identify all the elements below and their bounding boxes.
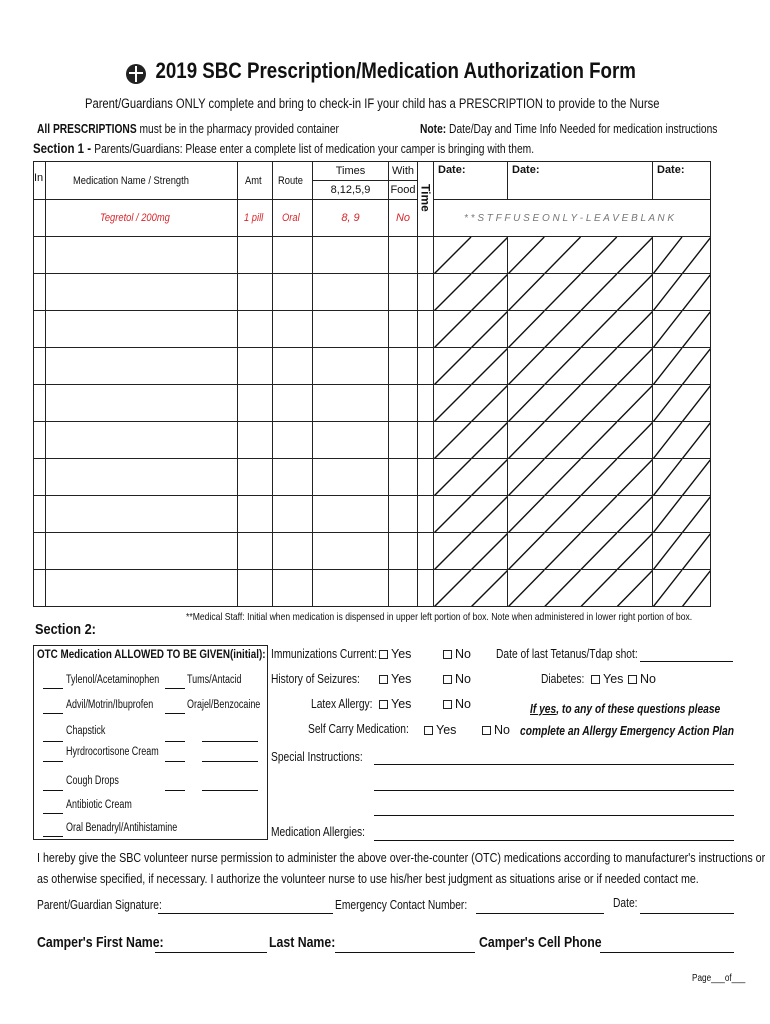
diagonal-divider-icon [653,385,711,422]
dose-cell-1[interactable] [434,311,508,348]
row-time-cell[interactable] [418,570,434,607]
col-amt-header: Amt [238,162,273,200]
dose-cell-2[interactable] [508,422,653,459]
medication-row[interactable] [34,348,711,385]
diagonal-divider-icon [434,459,508,496]
date-label: Date: [613,896,638,910]
row-food-cell[interactable] [389,237,418,274]
example-times: 8, 9 [313,200,389,237]
col-route-header: Route [273,162,313,200]
seizures-no[interactable]: No [443,672,471,686]
staff-only-label: * * S T F F U S E O N L Y - L E A V E B L A N K [434,200,711,237]
dose-cell-3[interactable] [653,533,711,570]
date-column-3[interactable]: Date: [653,162,711,200]
cough-initial-line[interactable] [43,790,63,791]
seizures-yes[interactable]: Yes [379,672,411,686]
example-route: Oral [273,200,313,237]
diagonal-divider-icon [434,533,508,570]
medication-table [33,161,711,607]
row-initial-cell[interactable] [34,533,46,570]
chapstick-initial-line[interactable] [43,741,63,742]
row-times-cell[interactable] [313,459,389,496]
checkbox-icon[interactable] [379,700,388,709]
dose-cell-1[interactable] [434,422,508,459]
all-prescriptions-note: All PRESCRIPTIONS must be in the pharmacy provided container [37,122,339,136]
latex-label: Latex Allergy: [311,697,373,711]
blank-initial-line-2[interactable] [165,761,185,762]
blank-initial-line-1[interactable] [165,741,185,742]
col-in-header: In [34,162,46,200]
row-food-cell[interactable] [389,459,418,496]
dose-cell-1[interactable] [434,496,508,533]
row-initial-cell[interactable] [34,570,46,607]
antibiotic-initial-line[interactable] [43,813,63,814]
tetanus-label: Date of last Tetanus/Tdap shot: [496,647,638,661]
row-route-cell[interactable] [273,311,313,348]
row-initial-cell[interactable] [34,496,46,533]
special-instructions-line-3[interactable] [374,815,734,816]
dose-cell-3[interactable] [653,385,711,422]
row-medication-cell[interactable] [46,459,238,496]
otc-advil: Advil/Motrin/Ibuprofen [66,699,154,711]
row-initial-cell[interactable] [34,385,46,422]
checkbox-icon[interactable] [628,675,637,684]
orajel-initial-line[interactable] [165,713,185,714]
hydro-initial-line[interactable] [43,761,63,762]
blank-name-line-2[interactable] [202,761,258,762]
row-food-cell[interactable] [389,533,418,570]
dose-cell-2[interactable] [508,274,653,311]
diabetes-no[interactable]: No [628,672,656,686]
latex-no[interactable]: No [443,697,471,711]
dose-cell-2[interactable] [508,311,653,348]
dose-cell-2[interactable] [508,459,653,496]
diagonal-divider-icon [653,274,711,311]
dose-cell-3[interactable] [653,570,711,607]
example-amount: 1 pill [238,200,273,237]
row-times-cell[interactable] [313,496,389,533]
otc-heading: OTC Medication ALLOWED TO BE GIVEN(initial): [37,647,266,661]
benadryl-initial-line[interactable] [43,836,63,837]
row-route-cell[interactable] [273,570,313,607]
row-times-cell[interactable] [313,311,389,348]
row-time-cell[interactable] [418,274,434,311]
first-name-line[interactable] [155,952,267,953]
cell-phone-label: Camper's Cell Phone [479,934,602,951]
date-line[interactable] [640,913,734,914]
row-times-cell[interactable] [313,533,389,570]
seizures-label: History of Seizures: [271,672,360,686]
time-vertical-label: Time [418,162,434,237]
otc-cough-drops: Cough Drops [66,775,119,787]
medication-allergies-label: Medication Allergies: [271,825,366,839]
diagonal-divider-icon [508,533,653,570]
if-yes-instruction: If yes, to any of these questions please [530,702,721,716]
otc-antibiotic: Antibiotic Cream [66,799,132,811]
dose-cell-1[interactable] [434,237,508,274]
diagonal-divider-icon [508,496,653,533]
row-food-cell[interactable] [389,274,418,311]
medication-row[interactable] [34,459,711,496]
diagonal-divider-icon [653,237,711,274]
action-plan-instruction: complete an Allergy Emergency Action Plan [520,724,734,738]
diagonal-divider-icon [653,459,711,496]
otc-tylenol: Tylenol/Acetaminophen [66,674,160,686]
row-route-cell[interactable] [273,274,313,311]
immunizations-no[interactable]: No [443,647,471,661]
form-title: 2019 SBC Prescription/Medication Authorization Form [155,58,636,83]
section2-label: Section 2: [35,621,96,638]
diabetes-label: Diabetes: [541,672,585,686]
diagonal-divider-icon [653,348,711,385]
row-route-cell[interactable] [273,348,313,385]
row-medication-cell[interactable] [46,496,238,533]
row-medication-cell[interactable] [46,348,238,385]
row-food-cell[interactable] [389,496,418,533]
diagonal-divider-icon [653,422,711,459]
consent-line-1: I hereby give the SBC volunteer nurse permission to administer the above over-the-counter (OTC) medications according to manufacturer's instructions or [37,851,766,865]
dose-cell-1[interactable] [434,385,508,422]
blank-name-line-1[interactable] [202,741,258,742]
special-instructions-line-1[interactable] [374,764,734,765]
tylenol-initial-line[interactable] [43,688,63,689]
tetanus-date-line[interactable] [640,661,733,662]
checkbox-icon[interactable] [424,726,433,735]
dose-cell-3[interactable] [653,496,711,533]
note-date-time: Note: Date/Day and Time Info Needed for medication instructions [420,122,718,136]
row-time-cell[interactable] [418,496,434,533]
immunizations-label: Immunizations Current: [271,647,377,661]
medical-staff-note: **Medical Staff: Initial when medication is dispensed in upper left portion of box. Note when administered in lower right portion of box. [186,611,693,623]
diabetes-yes[interactable]: Yes [591,672,623,686]
diagonal-divider-icon [508,237,653,274]
row-time-cell[interactable] [418,348,434,385]
diagonal-divider-icon [508,274,653,311]
checkbox-icon[interactable] [379,650,388,659]
row-route-cell[interactable] [273,237,313,274]
blank-name-line-3[interactable] [202,790,258,791]
row-initial-cell[interactable] [34,237,46,274]
consent-line-2: as otherwise specified, if necessary. I authorize the volunteer nurse to use his/her best judgment as situations arise or if needed contact me. [37,872,699,886]
diagonal-divider-icon [508,311,653,348]
medication-row[interactable] [34,570,711,607]
advil-initial-line[interactable] [43,713,63,714]
row-amount-cell[interactable] [238,422,273,459]
row-amount-cell[interactable] [238,237,273,274]
dose-cell-3[interactable] [653,459,711,496]
row-initial-cell[interactable] [34,422,46,459]
row-times-cell[interactable] [313,422,389,459]
parent-signature-label: Parent/Guardian Signature: [37,898,162,912]
diagonal-divider-icon [653,496,711,533]
row-times-cell[interactable] [313,274,389,311]
otc-orajel: Orajel/Benzocaine [187,699,261,711]
diagonal-divider-icon [653,570,711,607]
row-route-cell[interactable] [273,533,313,570]
diagonal-divider-icon [434,496,508,533]
dose-cell-1[interactable] [434,459,508,496]
row-route-cell[interactable] [273,496,313,533]
otc-tums: Tums/Antacid [187,674,242,686]
row-amount-cell[interactable] [238,459,273,496]
row-initial-cell[interactable] [34,348,46,385]
diagonal-divider-icon [434,274,508,311]
row-medication-cell[interactable] [46,533,238,570]
medication-row[interactable] [34,422,711,459]
row-medication-cell[interactable] [46,274,238,311]
last-name-label: Last Name: [269,934,336,951]
row-amount-cell[interactable] [238,311,273,348]
emergency-contact-label: Emergency Contact Number: [335,898,468,912]
col-food-header: With Food [389,162,418,200]
dose-cell-1[interactable] [434,570,508,607]
diagonal-divider-icon [434,422,508,459]
self-carry-no[interactable]: No [482,723,510,737]
diagonal-divider-icon [508,570,653,607]
checkbox-icon[interactable] [591,675,600,684]
row-initial-cell[interactable] [34,274,46,311]
dose-cell-2[interactable] [508,348,653,385]
checkbox-icon[interactable] [443,675,452,684]
medication-row[interactable] [34,311,711,348]
diagonal-divider-icon [508,385,653,422]
col-medication-header: Medication Name / Strength [46,162,238,200]
date-column-1[interactable]: Date: [434,162,508,200]
row-amount-cell[interactable] [238,348,273,385]
special-instructions-label: Special Instructions: [271,750,363,764]
dose-cell-1[interactable] [434,348,508,385]
checkbox-icon[interactable] [379,675,388,684]
diagonal-divider-icon [434,237,508,274]
diagonal-divider-icon [653,311,711,348]
example-medication: Tegretol / 200mg [46,200,238,237]
self-carry-label: Self Carry Medication: [308,722,409,736]
dose-cell-2[interactable] [508,496,653,533]
row-amount-cell[interactable] [238,496,273,533]
row-time-cell[interactable] [418,533,434,570]
medication-row[interactable] [34,237,711,274]
medication-row[interactable] [34,385,711,422]
row-times-cell[interactable] [313,237,389,274]
row-initial-cell[interactable] [34,459,46,496]
special-instructions-line-2[interactable] [374,790,734,791]
row-food-cell[interactable] [389,385,418,422]
blank-initial-line-3[interactable] [165,790,185,791]
medication-row[interactable] [34,274,711,311]
row-amount-cell[interactable] [238,533,273,570]
tums-initial-line[interactable] [165,688,185,689]
latex-yes[interactable]: Yes [379,697,411,711]
checkbox-icon[interactable] [443,650,452,659]
row-medication-cell[interactable] [46,422,238,459]
row-route-cell[interactable] [273,459,313,496]
row-food-cell[interactable] [389,311,418,348]
cell-phone-line[interactable] [600,952,734,953]
row-amount-cell[interactable] [238,570,273,607]
row-food-cell[interactable] [389,570,418,607]
example-row [34,200,711,237]
diagonal-divider-icon [508,422,653,459]
row-time-cell[interactable] [418,459,434,496]
medication-allergies-line[interactable] [374,840,734,841]
page-number: Page___of___ [692,973,746,984]
col-times-header: Times 8,12,5,9 [313,162,389,200]
diagonal-divider-icon [434,311,508,348]
otc-chapstick: Chapstick [66,725,106,737]
row-times-cell[interactable] [313,570,389,607]
row-food-cell[interactable] [389,348,418,385]
row-amount-cell[interactable] [238,274,273,311]
diagonal-divider-icon [434,570,508,607]
row-time-cell[interactable] [418,311,434,348]
dose-cell-2[interactable] [508,385,653,422]
row-medication-cell[interactable] [46,311,238,348]
dose-cell-3[interactable] [653,348,711,385]
row-medication-cell[interactable] [46,570,238,607]
dose-cell-1[interactable] [434,274,508,311]
otc-hydrocortisone: Hyrdrocortisone Cream [66,746,159,758]
dose-cell-3[interactable] [653,274,711,311]
row-food-cell[interactable] [389,422,418,459]
row-route-cell[interactable] [273,385,313,422]
immunizations-yes[interactable]: Yes [379,647,411,661]
dose-cell-1[interactable] [434,533,508,570]
example-food: No [389,200,418,237]
row-time-cell[interactable] [418,422,434,459]
dose-cell-2[interactable] [508,533,653,570]
dose-cell-3[interactable] [653,422,711,459]
row-times-cell[interactable] [313,385,389,422]
diagonal-divider-icon [434,385,508,422]
row-medication-cell[interactable] [46,237,238,274]
form-subtitle: Parent/Guardians ONLY complete and bring to check-in IF your child has a PRESCRIPTION to provide to the Nurse [85,96,660,111]
diagonal-divider-icon [508,459,653,496]
first-name-label: Camper's First Name: [37,934,164,951]
row-route-cell[interactable] [273,422,313,459]
self-carry-yes[interactable]: Yes [424,723,456,737]
otc-benadryl: Oral Benadryl/Antihistamine [66,822,178,834]
date-column-2[interactable]: Date: [508,162,653,200]
row-amount-cell[interactable] [238,385,273,422]
diagonal-divider-icon [434,348,508,385]
medication-row[interactable] [34,496,711,533]
dose-cell-3[interactable] [653,237,711,274]
emergency-contact-line[interactable] [476,913,604,914]
row-initial-cell[interactable] [34,311,46,348]
row-time-cell[interactable] [418,237,434,274]
dose-cell-2[interactable] [508,237,653,274]
row-times-cell[interactable] [313,348,389,385]
row-time-cell[interactable] [418,385,434,422]
row-medication-cell[interactable] [46,385,238,422]
checkbox-icon[interactable] [482,726,491,735]
parent-signature-line[interactable] [158,913,333,914]
diagonal-divider-icon [508,348,653,385]
dose-cell-3[interactable] [653,311,711,348]
dose-cell-2[interactable] [508,570,653,607]
checkbox-icon[interactable] [443,700,452,709]
medication-row[interactable] [34,533,711,570]
section1-heading: Section 1 - Parents/Guardians: Please enter a complete list of medication your camper is bringing with them. [33,140,535,156]
diagonal-divider-icon [653,533,711,570]
last-name-line[interactable] [335,952,475,953]
